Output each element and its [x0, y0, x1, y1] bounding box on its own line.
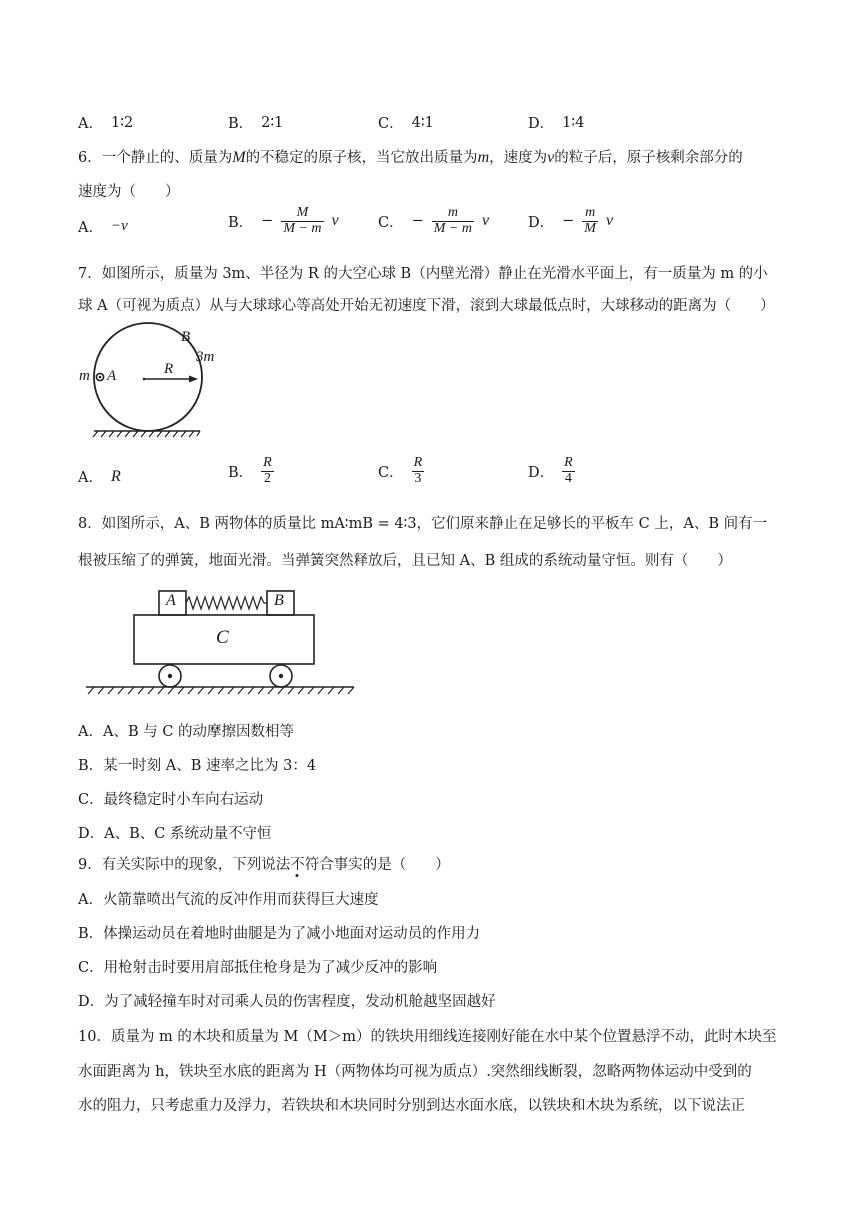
numerator: m: [585, 205, 596, 220]
numerator: R: [263, 455, 272, 470]
q8-option-d[interactable]: D．A、B、C 系统动量不守恒: [78, 826, 272, 842]
q6-option-d[interactable]: [528, 206, 613, 236]
q10-stem-line3: 水的阻力，只考虑重力及浮力，若铁块和木块同时分别到达水面水底，以铁块和木块为系统，以下说法正: [78, 1098, 745, 1114]
q5-option-c[interactable]: [378, 112, 434, 133]
q5-options: [78, 112, 778, 138]
q6-text: 的粒子后，原子核剩余部分的: [554, 150, 743, 166]
q7-sphere-figure: [76, 322, 236, 442]
denominator: 2: [263, 470, 271, 486]
option-text: 2∶1: [261, 114, 284, 131]
option-var: v: [331, 212, 339, 230]
option-label: D．: [528, 116, 555, 132]
ball-A-center: [99, 376, 102, 379]
q10-stem-line2: 水面距离为 h，铁块至水底的距离为 H（两物体均可视为质点）.突然细线断裂，忽略两物体运动中受到的: [78, 1064, 752, 1080]
q9-option-b[interactable]: B．体操运动员在着地时曲腿是为了减小地面对运动员的作用力: [78, 926, 481, 942]
q7-options: [78, 456, 778, 500]
option-label: C．: [378, 214, 404, 231]
q7-option-b[interactable]: [228, 456, 274, 486]
figure-label-3m: 3m: [196, 349, 215, 365]
option-label: D．: [528, 464, 555, 481]
fraction: [582, 206, 598, 236]
q6-text: ，速度为: [489, 150, 548, 166]
numerator: M: [296, 205, 309, 220]
q9-option-d[interactable]: D．为了减轻撞车时对司乘人员的伤害程度，发动机舱越坚固越好: [78, 994, 496, 1010]
numerator: m: [447, 205, 458, 220]
figure-label-C: C: [216, 627, 229, 648]
q6-option-c[interactable]: [378, 206, 489, 236]
q8-stem-line2: 根被压缩了的弹簧，地面光滑。当弹簧突然释放后，且已知 A、B 组成的系统动量守恒。则有（ ）: [78, 553, 732, 569]
option-label: B．: [228, 214, 254, 231]
figure-label-A: A: [166, 592, 176, 609]
numerator: R: [413, 455, 423, 470]
q9-option-a[interactable]: A．火箭靠喷出气流的反冲作用而获得巨大速度: [78, 892, 379, 908]
option-label: C．: [378, 116, 404, 132]
option-text: R: [110, 467, 121, 485]
q7-stem-line2: 球 A（可视为质点）从与大球球心等高处开始无初速度下滑，滚到大球最低点时，大球移动的距离为（ ）: [78, 298, 775, 314]
q10-stem-line1: 10．质量为 m 的木块和质量为 M（M＞m）的铁块用细线连接刚好能在水中某个位置悬浮不动，此时木块至: [78, 1029, 777, 1045]
denominator: 4: [564, 470, 572, 486]
q9-stem: [78, 853, 450, 874]
minus-sign: −: [411, 213, 424, 230]
q5-option-b[interactable]: [228, 112, 283, 133]
q9-text: 符合事实的是（ ）: [304, 857, 450, 873]
fraction: [562, 456, 575, 486]
option-label: A．: [78, 220, 103, 236]
figure-label-R: R: [164, 361, 174, 377]
q6-option-a[interactable]: [78, 216, 128, 237]
option-var: v: [482, 212, 490, 230]
option-label: D．: [528, 214, 555, 231]
sphere-center: [143, 378, 146, 381]
figure-label-B: B: [274, 592, 284, 609]
ground-hatching: [88, 687, 354, 694]
option-label: B．: [228, 464, 254, 481]
q5-option-a[interactable]: [78, 112, 133, 133]
q7-stem-line1: 7．如图所示，质量为 3m、半径为 R 的大空心球 B（内壁光滑）静止在光滑水平面上，有一质量为 m 的小: [78, 266, 768, 282]
figure-label-A: A: [107, 368, 117, 384]
q7-option-c[interactable]: [378, 456, 424, 486]
figure-label-B: B: [181, 329, 191, 345]
denominator: 3: [414, 470, 422, 486]
q6-stem-line2: 速度为（ ）: [78, 184, 180, 200]
q7-option-a[interactable]: [78, 466, 121, 487]
denominator: M − m: [433, 220, 472, 236]
fraction: [281, 206, 323, 236]
emphasis-mark: 不: [290, 857, 305, 873]
q9-text: 9．有关实际中的现象，下列说法: [78, 857, 291, 873]
figure-label-m: m: [79, 368, 90, 384]
numerator: R: [564, 455, 573, 470]
option-var: v: [605, 212, 614, 230]
denominator: M: [584, 220, 596, 236]
q6-var-m: m: [477, 149, 490, 166]
q6-option-b[interactable]: [228, 206, 339, 236]
q6-text: 的不稳定的原子核，当它放出质量为: [245, 150, 478, 166]
radius-arrowhead: [189, 376, 198, 383]
q7-option-d[interactable]: [528, 456, 575, 486]
q6-stem-line1: [78, 146, 743, 167]
right-wheel-axle: [279, 674, 283, 678]
ground-hatching: [93, 431, 200, 437]
q6-text: 6．一个静止的、质量为: [78, 150, 233, 166]
minus-sign: −: [562, 213, 575, 230]
fraction: [412, 456, 425, 486]
option-label: A．: [78, 470, 103, 486]
spring: [186, 597, 267, 609]
q9-option-c[interactable]: C．用枪射击时要用肩部抵住枪身是为了减少反冲的影响: [78, 960, 438, 976]
fraction: [432, 206, 474, 236]
q8-option-c[interactable]: C．最终稳定时小车向右运动: [78, 792, 264, 808]
option-label: C．: [378, 464, 404, 481]
q5-option-d[interactable]: [528, 112, 584, 133]
option-label: A．: [78, 116, 103, 132]
q8-option-a[interactable]: A．A、B 与 C 的动摩擦因数相等: [78, 724, 295, 740]
option-text: 1∶2: [110, 114, 134, 131]
option-text: 1∶4: [562, 114, 585, 131]
fraction: [261, 456, 274, 486]
option-text: −v: [110, 218, 128, 234]
q8-stem-line1: 8．如图所示，A、B 两物体的质量比 mA∶mB = 4∶3，它们原来静止在足够长的平板车 C 上，A、B 间有一: [78, 516, 768, 532]
minus-sign: −: [261, 213, 274, 230]
q6-var-M: M: [232, 149, 246, 166]
denominator: M − m: [283, 220, 322, 236]
option-text: 4∶1: [411, 114, 434, 131]
q8-option-b[interactable]: B．某一时刻 A、B 速率之比为 3：4: [78, 758, 317, 774]
q6-var-v: v: [547, 149, 555, 166]
q6-options: [78, 206, 778, 250]
option-label: B．: [228, 116, 254, 132]
left-wheel-axle: [168, 674, 172, 678]
